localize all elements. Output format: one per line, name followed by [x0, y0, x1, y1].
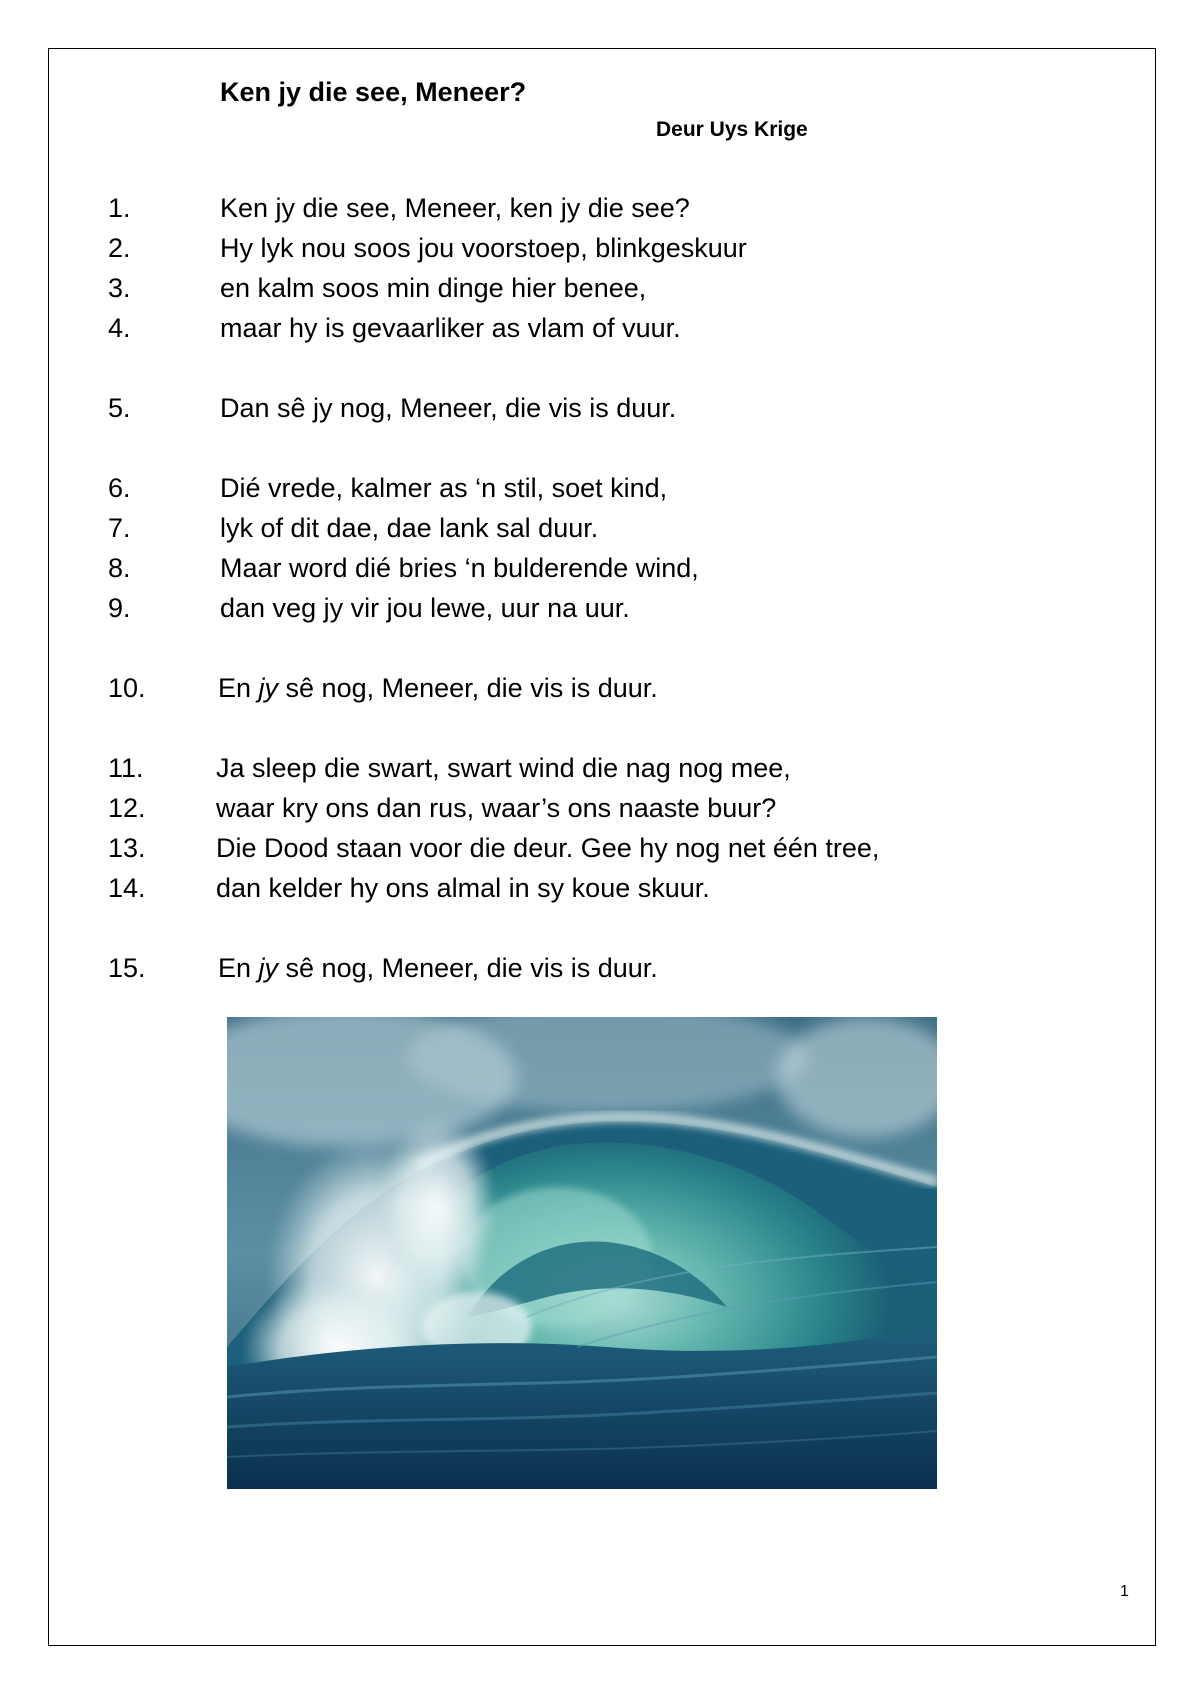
- poem-line: [108, 470, 1108, 506]
- line-text-post: sê nog, Meneer, die vis is duur.: [278, 673, 658, 703]
- poem-line: [108, 270, 1108, 306]
- line-number: 5.: [108, 393, 131, 423]
- line-text-post: sê nog, Meneer, die vis is duur.: [278, 953, 658, 983]
- line-text-pre: En: [218, 673, 259, 703]
- line-text: [218, 950, 658, 986]
- line-text: Hy lyk nou soos jou voorstoep, blinkgeskuur: [220, 233, 747, 263]
- poem-line: [108, 190, 1108, 226]
- poem-line: [108, 830, 1108, 866]
- line-number: 7.: [108, 513, 131, 543]
- poem-author: Deur Uys Krige: [656, 118, 808, 141]
- line-text-pre: En: [218, 953, 259, 983]
- line-text: waar kry ons dan rus, waar’s ons naaste buur?: [216, 793, 777, 823]
- line-text: dan veg jy vir jou lewe, uur na uur.: [220, 593, 630, 623]
- line-text-emphasis: jy: [258, 953, 279, 983]
- line-text: dan kelder hy ons almal in sy koue skuur.: [216, 873, 710, 903]
- line-text: Ja sleep die swart, swart wind die nag nog mee,: [216, 753, 791, 783]
- line-number: 6.: [108, 473, 131, 503]
- line-number: 14.: [108, 873, 146, 903]
- poem-line: [108, 510, 1108, 546]
- line-number: 3.: [108, 273, 131, 303]
- line-text: lyk of dit dae, dae lank sal duur.: [220, 513, 599, 543]
- line-text: maar hy is gevaarliker as vlam of vuur.: [220, 313, 681, 343]
- line-text: [218, 670, 658, 706]
- poem-line: [108, 870, 1108, 906]
- poem-line: [108, 310, 1108, 346]
- line-text: Ken jy die see, Meneer, ken jy die see?: [220, 193, 690, 223]
- poem-line: [108, 230, 1108, 266]
- line-number: 1.: [108, 193, 131, 223]
- line-number: 2.: [108, 233, 131, 263]
- page-number: 1: [1120, 1583, 1129, 1600]
- ocean-wave-image: [227, 1017, 937, 1489]
- poem-line: [108, 790, 1108, 826]
- line-number: 9.: [108, 593, 131, 623]
- line-number: 13.: [108, 833, 146, 863]
- line-number: 4.: [108, 313, 131, 343]
- line-number: 10.: [108, 673, 146, 703]
- poem-line: [108, 550, 1108, 586]
- line-text: en kalm soos min dinge hier benee,: [220, 273, 647, 303]
- poem-line: [108, 590, 1108, 626]
- poem-line: [108, 390, 1108, 426]
- line-number: 11.: [108, 753, 144, 783]
- poem-title: Ken jy die see, Meneer?: [220, 77, 527, 107]
- line-text: Maar word dié bries ‘n bulderende wind,: [220, 553, 699, 583]
- line-number: 12.: [108, 793, 146, 823]
- line-text: Die Dood staan voor die deur. Gee hy nog net één tree,: [216, 833, 880, 863]
- line-number: 8.: [108, 553, 131, 583]
- line-text: Dié vrede, kalmer as ‘n stil, soet kind,: [220, 473, 668, 503]
- poem-line: [108, 950, 1108, 986]
- poem-line: [108, 670, 1108, 706]
- line-text-emphasis: jy: [258, 673, 279, 703]
- poem-line: [108, 750, 1108, 786]
- line-text: Dan sê jy nog, Meneer, die vis is duur.: [220, 393, 677, 423]
- line-number: 15.: [108, 953, 146, 983]
